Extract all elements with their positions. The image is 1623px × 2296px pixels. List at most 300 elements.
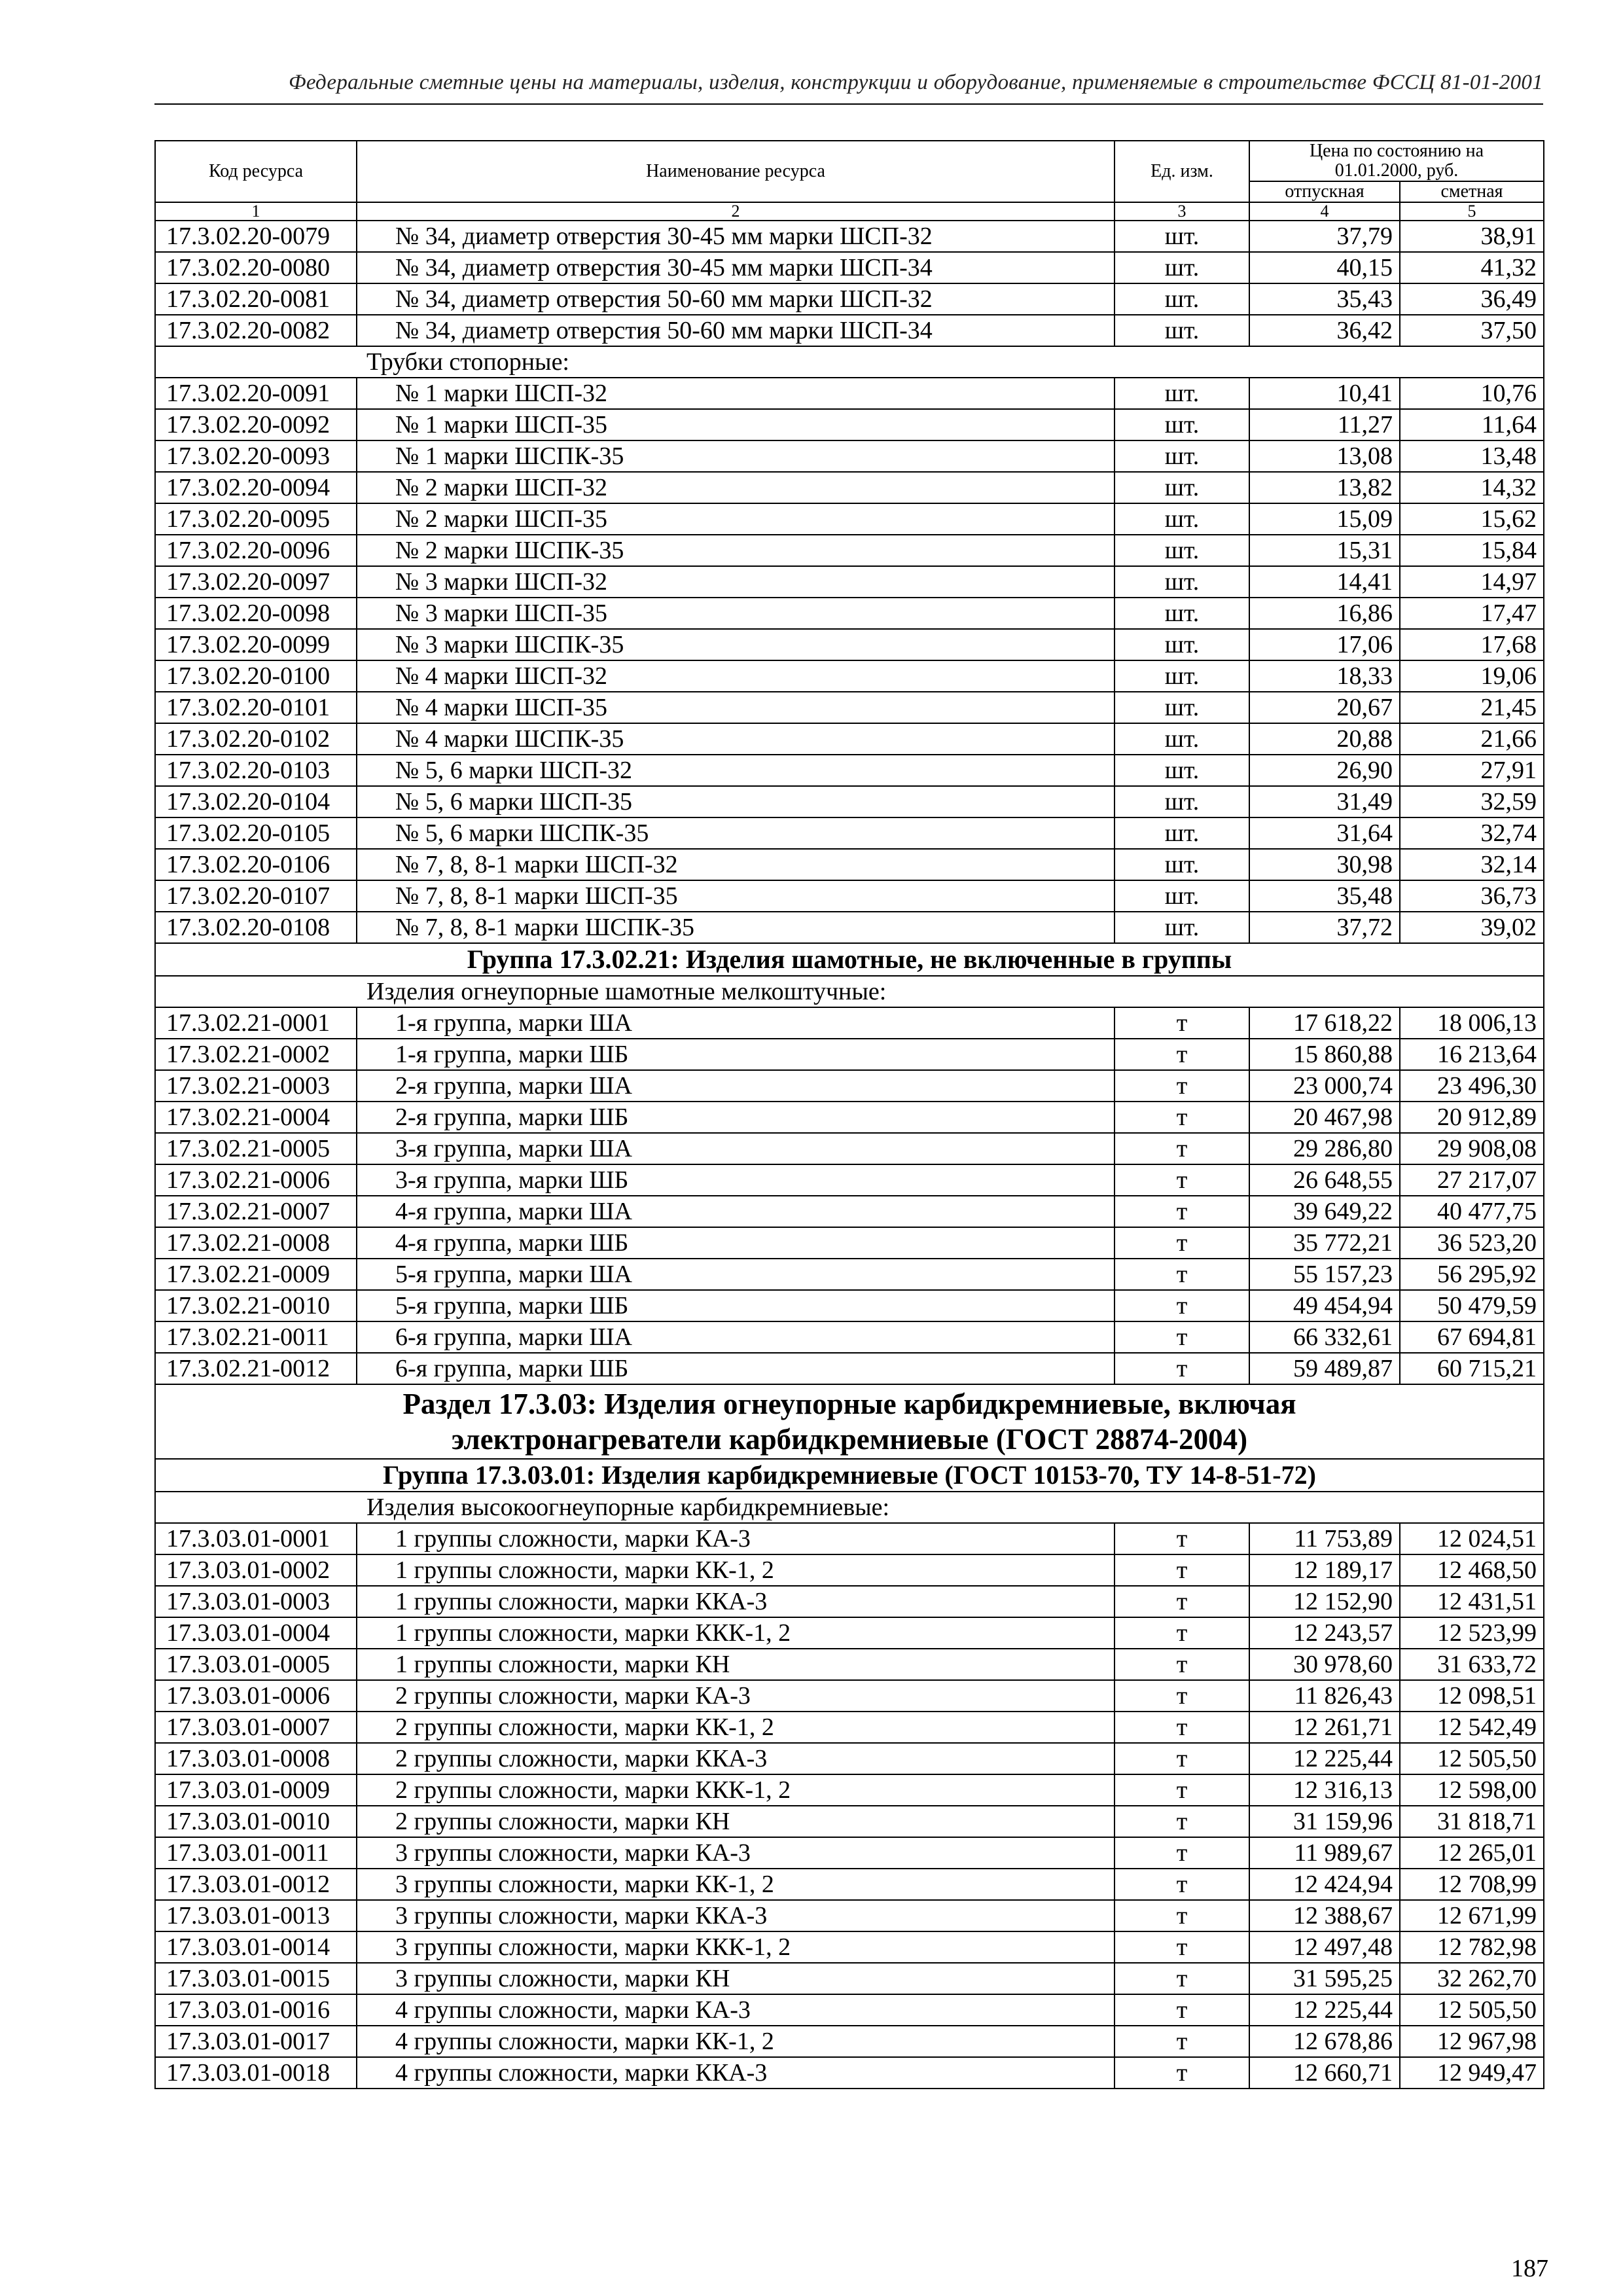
subheading-text: Трубки стопорные: [155,346,1544,378]
unit-of-measure: шт. [1115,598,1249,629]
estimate-price: 36,73 [1400,880,1544,912]
resource-name: 4-я группа, марки ШБ [357,1227,1115,1259]
unit-of-measure: т [1115,1806,1249,1837]
resource-name: № 34, диаметр отверстия 50-60 мм марки ШСП-34 [357,315,1115,346]
unit-of-measure: т [1115,1900,1249,1931]
resource-code: 17.3.02.20-0094 [155,472,357,503]
resource-name: 2 группы сложности, марки КА-3 [357,1680,1115,1712]
subheading-text: Изделия высокоогнеупорные карбидкремниевые: [155,1492,1544,1523]
table-row [155,1353,1544,1384]
page-number: 187 [1511,2255,1548,2282]
column-number: 3 [1115,202,1249,221]
release-price: 30,98 [1249,849,1400,880]
unit-of-measure: т [1115,1196,1249,1227]
release-price: 11,27 [1249,409,1400,440]
release-price: 12 424,94 [1249,1869,1400,1900]
price-table-container [154,140,1543,2089]
group-heading: Группа 17.3.03.01: Изделия карбидкремниевые (ГОСТ 10153-70, ТУ 14-8-51-72) [155,1459,1544,1492]
header-estimate-price: сметная [1400,181,1544,202]
unit-of-measure: т [1115,2057,1249,2089]
resource-name: № 3 марки ШСП-35 [357,598,1115,629]
estimate-price: 12 782,98 [1400,1931,1544,1963]
release-price: 12 388,67 [1249,1900,1400,1931]
release-price: 12 678,86 [1249,2026,1400,2057]
table-row [155,283,1544,315]
release-price: 14,41 [1249,566,1400,598]
estimate-price: 37,50 [1400,315,1544,346]
resource-code: 17.3.03.01-0007 [155,1712,357,1743]
unit-of-measure: шт. [1115,817,1249,849]
resource-name: 1 группы сложности, марки ККК-1, 2 [357,1617,1115,1649]
table-row [155,1617,1544,1649]
estimate-price: 36 523,20 [1400,1227,1544,1259]
release-price: 12 497,48 [1249,1931,1400,1963]
unit-of-measure: шт. [1115,315,1249,346]
table-row [155,817,1544,849]
group-heading: Группа 17.3.02.21: Изделия шамотные, не включенные в группы [155,943,1544,976]
estimate-price: 12 265,01 [1400,1837,1544,1869]
resource-code: 17.3.03.01-0011 [155,1837,357,1869]
resource-code: 17.3.02.21-0006 [155,1164,357,1196]
resource-code: 17.3.02.20-0091 [155,378,357,409]
resource-name: 4 группы сложности, марки КА-3 [357,1994,1115,2026]
estimate-price: 21,66 [1400,723,1544,755]
estimate-price: 14,97 [1400,566,1544,598]
release-price: 12 189,17 [1249,1554,1400,1586]
resource-code: 17.3.03.01-0015 [155,1963,357,1994]
resource-code: 17.3.03.01-0004 [155,1617,357,1649]
table-row [155,1259,1544,1290]
unit-of-measure: т [1115,1070,1249,1102]
table-row [155,2026,1544,2057]
resource-name: № 34, диаметр отверстия 50-60 мм марки ШСП-32 [357,283,1115,315]
resource-name: № 5, 6 марки ШСП-32 [357,755,1115,786]
unit-of-measure: шт. [1115,880,1249,912]
table-row [155,1806,1544,1837]
resource-name: 2 группы сложности, марки КН [357,1806,1115,1837]
estimate-price: 38,91 [1400,221,1544,252]
running-header: Федеральные сметные цены на материалы, изделия, конструкции и оборудование, применяемые в строительстве ФССЦ 81-01-2001 [289,71,1543,94]
release-price: 20,67 [1249,692,1400,723]
resource-code: 17.3.03.01-0002 [155,1554,357,1586]
unit-of-measure: т [1115,1743,1249,1774]
release-price: 23 000,74 [1249,1070,1400,1102]
resource-name: № 4 марки ШСПК-35 [357,723,1115,755]
resource-name: 1 группы сложности, марки КК-1, 2 [357,1554,1115,1586]
resource-name: 2 группы сложности, марки ККА-3 [357,1743,1115,1774]
release-price: 12 316,13 [1249,1774,1400,1806]
section-heading-row [155,1384,1544,1459]
unit-of-measure: т [1115,1712,1249,1743]
unit-of-measure: шт. [1115,409,1249,440]
resource-name: № 7, 8, 8-1 марки ШСПК-35 [357,912,1115,943]
estimate-price: 13,48 [1400,440,1544,472]
release-price: 35 772,21 [1249,1227,1400,1259]
resource-name: 2-я группа, марки ША [357,1070,1115,1102]
release-price: 31 159,96 [1249,1806,1400,1837]
estimate-price: 17,47 [1400,598,1544,629]
estimate-price: 12 671,99 [1400,1900,1544,1931]
resource-name: № 3 марки ШСП-32 [357,566,1115,598]
resource-name: № 3 марки ШСПК-35 [357,629,1115,660]
table-row [155,1649,1544,1680]
table-row [155,472,1544,503]
resource-name: 2-я группа, марки ШБ [357,1102,1115,1133]
estimate-price: 20 912,89 [1400,1102,1544,1133]
estimate-price: 32,74 [1400,817,1544,849]
estimate-price: 12 949,47 [1400,2057,1544,2089]
unit-of-measure: шт. [1115,755,1249,786]
resource-code: 17.3.02.20-0095 [155,503,357,535]
column-number: 5 [1400,202,1544,221]
unit-of-measure: т [1115,1321,1249,1353]
release-price: 16,86 [1249,598,1400,629]
unit-of-measure: т [1115,2026,1249,2057]
resource-name: 5-я группа, марки ШБ [357,1290,1115,1321]
group-heading-row [155,943,1544,976]
estimate-price: 12 505,50 [1400,1743,1544,1774]
unit-of-measure: т [1115,1259,1249,1290]
table-row [155,1290,1544,1321]
unit-of-measure: т [1115,1227,1249,1259]
resource-name: 2 группы сложности, марки КК-1, 2 [357,1712,1115,1743]
unit-of-measure: т [1115,1102,1249,1133]
estimate-price: 15,84 [1400,535,1544,566]
estimate-price: 11,64 [1400,409,1544,440]
resource-name: 3 группы сложности, марки КН [357,1963,1115,1994]
estimate-price: 12 024,51 [1400,1523,1544,1554]
group-heading-row [155,1459,1544,1492]
estimate-price: 31 633,72 [1400,1649,1544,1680]
table-header [155,141,1544,221]
resource-code: 17.3.03.01-0016 [155,1994,357,2026]
header-unit: Ед. изм. [1115,141,1249,202]
section-heading: Раздел 17.3.03: Изделия огнеупорные карбидкремниевые, включая электронагреватели карбидкремниевые (ГОСТ 28874-2004) [155,1384,1544,1459]
release-price: 18,33 [1249,660,1400,692]
unit-of-measure: т [1115,1994,1249,2026]
resource-code: 17.3.02.21-0002 [155,1039,357,1070]
table-row [155,2057,1544,2089]
table-row [155,1321,1544,1353]
estimate-price: 16 213,64 [1400,1039,1544,1070]
release-price: 20 467,98 [1249,1102,1400,1133]
resource-name: № 7, 8, 8-1 марки ШСП-32 [357,849,1115,880]
unit-of-measure: т [1115,1133,1249,1164]
resource-name: № 1 марки ШСП-35 [357,409,1115,440]
estimate-price: 18 006,13 [1400,1007,1544,1039]
estimate-price: 29 908,08 [1400,1133,1544,1164]
unit-of-measure: т [1115,1007,1249,1039]
estimate-price: 32 262,70 [1400,1963,1544,1994]
unit-of-measure: т [1115,1353,1249,1384]
estimate-price: 17,68 [1400,629,1544,660]
resource-code: 17.3.03.01-0009 [155,1774,357,1806]
unit-of-measure: шт. [1115,660,1249,692]
header-release-price: отпускная [1249,181,1400,202]
header-rule [154,103,1543,105]
header-code: Код ресурса [155,141,357,202]
resource-code: 17.3.02.21-0008 [155,1227,357,1259]
table-row [155,1963,1544,1994]
table-row [155,1070,1544,1102]
unit-of-measure: т [1115,1039,1249,1070]
table-row [155,786,1544,817]
estimate-price: 12 598,00 [1400,1774,1544,1806]
resource-code: 17.3.02.20-0099 [155,629,357,660]
estimate-price: 12 098,51 [1400,1680,1544,1712]
resource-name: № 1 марки ШСПК-35 [357,440,1115,472]
unit-of-measure: т [1115,1523,1249,1554]
estimate-price: 15,62 [1400,503,1544,535]
estimate-price: 23 496,30 [1400,1070,1544,1102]
resource-name: № 2 марки ШСП-32 [357,472,1115,503]
release-price: 11 826,43 [1249,1680,1400,1712]
resource-name: 3 группы сложности, марки ККА-3 [357,1900,1115,1931]
resource-code: 17.3.02.20-0081 [155,283,357,315]
resource-name: № 4 марки ШСП-35 [357,692,1115,723]
resource-code: 17.3.03.01-0012 [155,1869,357,1900]
release-price: 12 152,90 [1249,1586,1400,1617]
estimate-price: 39,02 [1400,912,1544,943]
resource-name: 1-я группа, марки ШБ [357,1039,1115,1070]
table-row [155,755,1544,786]
table-row [155,598,1544,629]
estimate-price: 12 708,99 [1400,1869,1544,1900]
unit-of-measure: т [1115,1164,1249,1196]
resource-name: № 34, диаметр отверстия 30-45 мм марки ШСП-32 [357,221,1115,252]
table-row [155,1196,1544,1227]
resource-code: 17.3.02.20-0079 [155,221,357,252]
release-price: 66 332,61 [1249,1321,1400,1353]
resource-code: 17.3.02.20-0102 [155,723,357,755]
estimate-price: 14,32 [1400,472,1544,503]
release-price: 12 660,71 [1249,2057,1400,2089]
resource-code: 17.3.03.01-0008 [155,1743,357,1774]
estimate-price: 60 715,21 [1400,1353,1544,1384]
release-price: 11 989,67 [1249,1837,1400,1869]
resource-name: № 2 марки ШСП-35 [357,503,1115,535]
resource-code: 17.3.02.21-0005 [155,1133,357,1164]
release-price: 37,72 [1249,912,1400,943]
estimate-price: 32,59 [1400,786,1544,817]
unit-of-measure: т [1115,1586,1249,1617]
subheading-row [155,346,1544,378]
estimate-price: 67 694,81 [1400,1321,1544,1353]
estimate-price: 12 468,50 [1400,1554,1544,1586]
resource-code: 17.3.02.20-0106 [155,849,357,880]
unit-of-measure: шт. [1115,723,1249,755]
release-price: 15,09 [1249,503,1400,535]
resource-code: 17.3.02.20-0103 [155,755,357,786]
table-row [155,1774,1544,1806]
release-price: 17 618,22 [1249,1007,1400,1039]
resource-code: 17.3.02.21-0007 [155,1196,357,1227]
subheading-text: Изделия огнеупорные шамотные мелкоштучные: [155,976,1544,1007]
unit-of-measure: шт. [1115,629,1249,660]
release-price: 17,06 [1249,629,1400,660]
unit-of-measure: шт. [1115,221,1249,252]
table-row [155,692,1544,723]
resource-code: 17.3.03.01-0014 [155,1931,357,1963]
estimate-price: 12 542,49 [1400,1712,1544,1743]
release-price: 37,79 [1249,221,1400,252]
unit-of-measure: шт. [1115,849,1249,880]
table-row [155,252,1544,283]
release-price: 11 753,89 [1249,1523,1400,1554]
resource-code: 17.3.03.01-0013 [155,1900,357,1931]
estimate-price: 31 818,71 [1400,1806,1544,1837]
resource-code: 17.3.02.20-0097 [155,566,357,598]
resource-name: № 5, 6 марки ШСП-35 [357,786,1115,817]
release-price: 31 595,25 [1249,1963,1400,1994]
unit-of-measure: т [1115,1963,1249,1994]
unit-of-measure: т [1115,1774,1249,1806]
resource-name: 6-я группа, марки ША [357,1321,1115,1353]
header-name: Наименование ресурса [357,141,1115,202]
release-price: 31,64 [1249,817,1400,849]
resource-code: 17.3.03.01-0018 [155,2057,357,2089]
unit-of-measure: шт. [1115,786,1249,817]
resource-name: № 34, диаметр отверстия 30-45 мм марки ШСП-34 [357,252,1115,283]
unit-of-measure: т [1115,1554,1249,1586]
table-row [155,378,1544,409]
resource-code: 17.3.02.20-0100 [155,660,357,692]
resource-code: 17.3.02.21-0009 [155,1259,357,1290]
estimate-price: 12 523,99 [1400,1617,1544,1649]
resource-code: 17.3.02.20-0080 [155,252,357,283]
table-row [155,912,1544,943]
release-price: 35,43 [1249,283,1400,315]
unit-of-measure: т [1115,1680,1249,1712]
release-price: 40,15 [1249,252,1400,283]
resource-name: 1 группы сложности, марки КА-3 [357,1523,1115,1554]
table-row [155,566,1544,598]
table-row [155,503,1544,535]
release-price: 31,49 [1249,786,1400,817]
resource-name: № 7, 8, 8-1 марки ШСП-35 [357,880,1115,912]
estimate-price: 56 295,92 [1400,1259,1544,1290]
table-row [155,535,1544,566]
resource-code: 17.3.02.21-0004 [155,1102,357,1133]
resource-name: 3-я группа, марки ШБ [357,1164,1115,1196]
unit-of-measure: шт. [1115,912,1249,943]
resource-name: 1 группы сложности, марки КН [357,1649,1115,1680]
unit-of-measure: шт. [1115,378,1249,409]
resource-name: 2 группы сложности, марки ККК-1, 2 [357,1774,1115,1806]
table-row [155,723,1544,755]
table-row [155,629,1544,660]
release-price: 26,90 [1249,755,1400,786]
table-row [155,221,1544,252]
release-price: 55 157,23 [1249,1259,1400,1290]
estimate-price: 40 477,75 [1400,1196,1544,1227]
release-price: 26 648,55 [1249,1164,1400,1196]
resource-name: 3-я группа, марки ША [357,1133,1115,1164]
table-row [155,1164,1544,1196]
release-price: 30 978,60 [1249,1649,1400,1680]
resource-code: 17.3.03.01-0001 [155,1523,357,1554]
resource-name: 6-я группа, марки ШБ [357,1353,1115,1384]
resource-code: 17.3.03.01-0017 [155,2026,357,2057]
table-row [155,1039,1544,1070]
resource-code: 17.3.02.20-0108 [155,912,357,943]
resource-code: 17.3.03.01-0006 [155,1680,357,1712]
unit-of-measure: т [1115,1869,1249,1900]
release-price: 15,31 [1249,535,1400,566]
resource-code: 17.3.02.21-0011 [155,1321,357,1353]
subheading-row [155,1492,1544,1523]
column-numbers-row [155,202,1544,221]
resource-code: 17.3.02.21-0012 [155,1353,357,1384]
resource-code: 17.3.02.21-0001 [155,1007,357,1039]
resource-name: 3 группы сложности, марки ККК-1, 2 [357,1931,1115,1963]
resource-name: 1 группы сложности, марки ККА-3 [357,1586,1115,1617]
resource-code: 17.3.03.01-0003 [155,1586,357,1617]
release-price: 59 489,87 [1249,1353,1400,1384]
table-row [155,1712,1544,1743]
estimate-price: 32,14 [1400,849,1544,880]
subheading-row [155,976,1544,1007]
unit-of-measure: шт. [1115,566,1249,598]
unit-of-measure: шт. [1115,252,1249,283]
estimate-price: 12 431,51 [1400,1586,1544,1617]
column-number: 2 [357,202,1115,221]
resource-name: № 2 марки ШСПК-35 [357,535,1115,566]
table-row [155,660,1544,692]
resource-name: 3 группы сложности, марки КА-3 [357,1837,1115,1869]
table-row [155,409,1544,440]
table-row [155,1554,1544,1586]
resource-name: 4 группы сложности, марки ККА-3 [357,2057,1115,2089]
resource-code: 17.3.02.21-0010 [155,1290,357,1321]
table-row [155,1102,1544,1133]
table-row [155,1133,1544,1164]
estimate-price: 21,45 [1400,692,1544,723]
table-row [155,315,1544,346]
resource-code: 17.3.02.20-0101 [155,692,357,723]
resource-code: 17.3.02.20-0082 [155,315,357,346]
resource-name: 4 группы сложности, марки КК-1, 2 [357,2026,1115,2057]
resource-code: 17.3.02.20-0096 [155,535,357,566]
table-row [155,1869,1544,1900]
resource-name: 3 группы сложности, марки КК-1, 2 [357,1869,1115,1900]
estimate-price: 10,76 [1400,378,1544,409]
resource-name: 4-я группа, марки ША [357,1196,1115,1227]
release-price: 13,82 [1249,472,1400,503]
release-price: 13,08 [1249,440,1400,472]
estimate-price: 50 479,59 [1400,1290,1544,1321]
unit-of-measure: шт. [1115,535,1249,566]
release-price: 36,42 [1249,315,1400,346]
table-row [155,1680,1544,1712]
resource-code: 17.3.03.01-0005 [155,1649,357,1680]
unit-of-measure: т [1115,1617,1249,1649]
unit-of-measure: шт. [1115,283,1249,315]
table-row [155,440,1544,472]
release-price: 12 225,44 [1249,1743,1400,1774]
resource-code: 17.3.02.20-0092 [155,409,357,440]
release-price: 20,88 [1249,723,1400,755]
table-row [155,1837,1544,1869]
release-price: 39 649,22 [1249,1196,1400,1227]
release-price: 12 261,71 [1249,1712,1400,1743]
resource-name: № 1 марки ШСП-32 [357,378,1115,409]
table-row [155,1931,1544,1963]
unit-of-measure: шт. [1115,472,1249,503]
release-price: 15 860,88 [1249,1039,1400,1070]
column-number: 1 [155,202,357,221]
unit-of-measure: шт. [1115,692,1249,723]
